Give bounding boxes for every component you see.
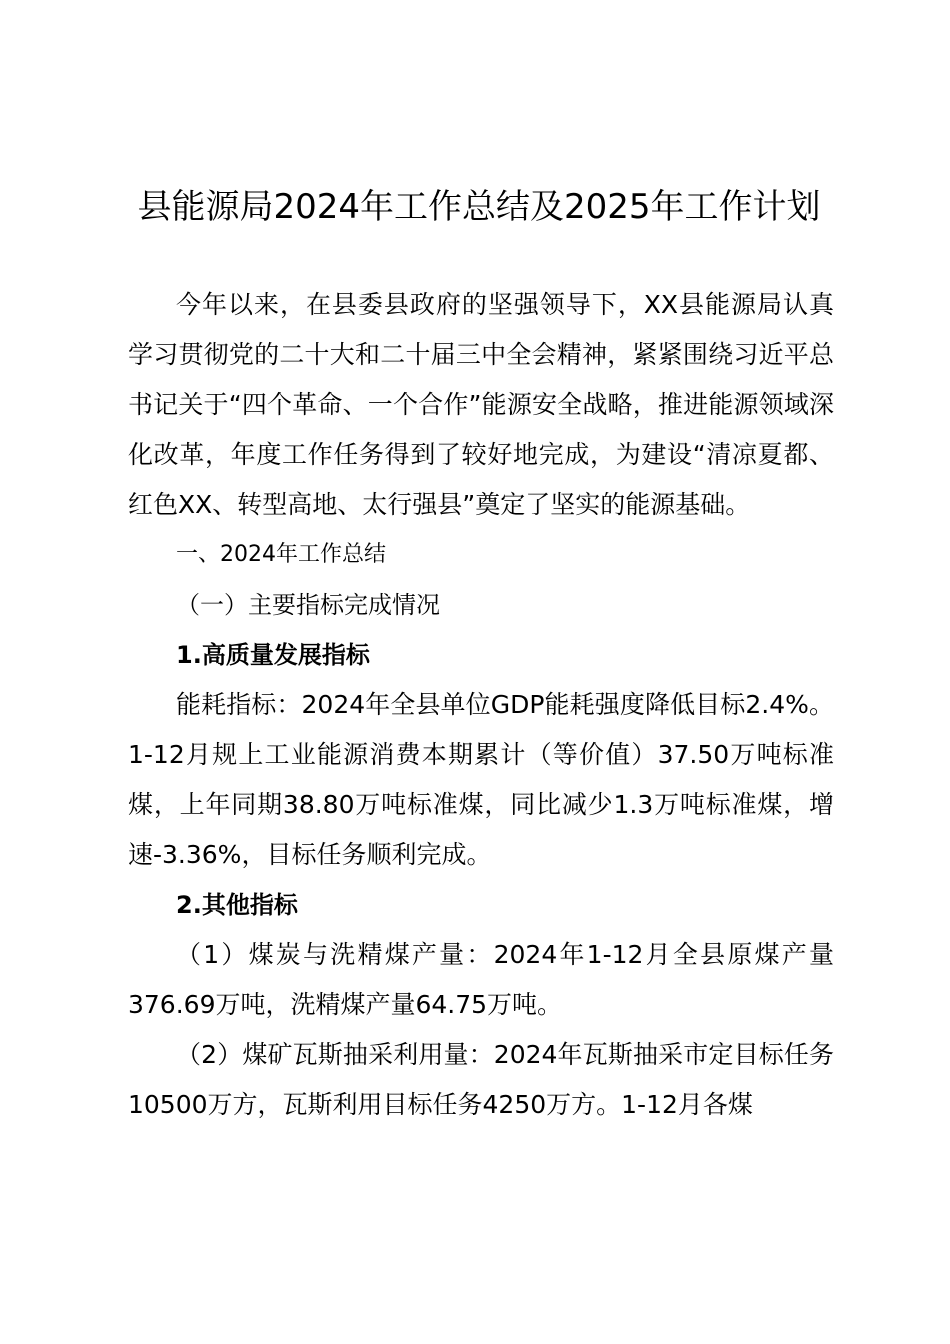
coal-output-paragraph: （1）煤炭与洗精煤产量：2024年1-12月全县原煤产量376.69万吨，洗精煤产量64.75万吨。	[128, 940, 834, 1019]
intro-paragraph: 今年以来，在县委县政府的坚强领导下，XX县能源局认真学习贯彻党的二十大和二十届三中全会精神，紧紧围绕习近平总书记关于“四个革命、一个合作”能源安全战略，推进能源领域深化改革，年度工作任务得到了较好地完成，为建设“清凉夏都、红色XX、转型高地、太行强县”奠定了坚实的能源基础。	[128, 290, 834, 519]
energy-indicator-paragraph: 能耗指标：2024年全县单位GDP能耗强度降低目标2.4%。1-12月规上工业能源消费本期累计（等价值）37.50万吨标准煤，上年同期38.80万吨标准煤，同比减少1.3万吨标准煤，增速-3.36%，目标任务顺利完成。	[128, 690, 834, 869]
document-body	[128, 280, 834, 1130]
subsection-heading-1: （一）主要指标完成情况	[176, 591, 440, 619]
section-heading-1: 一、2024年工作总结	[176, 542, 386, 567]
item-heading-2: 2.其他指标	[176, 891, 298, 919]
gas-extraction-paragraph: （2）煤矿瓦斯抽采利用量：2024年瓦斯抽采市定目标任务10500万方，瓦斯利用目标任务4250万方。1-12月各煤	[128, 1040, 834, 1119]
document-title: 县能源局2024年工作总结及2025年工作计划	[137, 187, 821, 227]
item-heading-1: 1.高质量发展指标	[176, 641, 370, 669]
